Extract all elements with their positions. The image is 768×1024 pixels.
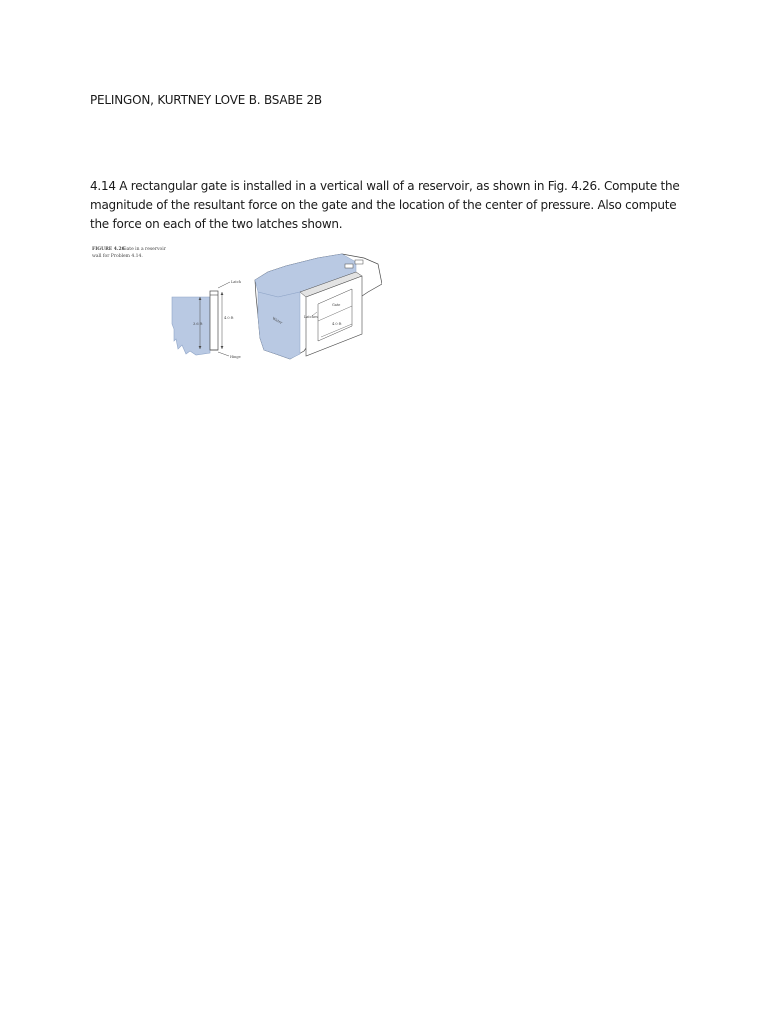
figure-caption-line1: Gate in a reservoir xyxy=(123,247,166,252)
side-view xyxy=(172,280,242,359)
latches-label: Latches xyxy=(304,315,318,319)
isometric-view xyxy=(255,254,382,359)
gate-diagram xyxy=(90,242,382,364)
latch-leader-line xyxy=(218,282,230,288)
gate-height-arrow-bottom xyxy=(221,346,224,349)
water-depth-label: 3.6 ft xyxy=(193,322,203,326)
water-label: Water xyxy=(271,316,283,325)
latch-block-2 xyxy=(355,260,363,264)
author-line: PELINGON, KURTNEY LOVE B. BSABE 2B xyxy=(90,93,322,107)
latch-label: Latch xyxy=(231,280,242,284)
figure-caption-line2: wall for Problem 4.14. xyxy=(92,254,143,259)
gate-height-label: 4.0 ft xyxy=(224,316,234,320)
gate-wall-side xyxy=(210,291,218,350)
gate-label: Gate xyxy=(332,303,341,307)
gate-height-arrow-top xyxy=(221,292,224,295)
problem-text: 4.14 A rectangular gate is installed in a vertical wall of a reservoir, as shown in Fig. 4.26. Compute the magnitude of the resultant force on the gate and the location of the center of pressure. Also compute the force on each of the two latches shown. xyxy=(90,179,680,231)
hinge-leader-line xyxy=(218,352,229,356)
water-front-face xyxy=(258,292,300,359)
hinge-label: Hinge xyxy=(230,355,241,359)
gate-width-label: 4.0 ft xyxy=(332,322,342,326)
latch-block-1 xyxy=(345,264,353,268)
problem-statement xyxy=(90,177,690,234)
water-region-side xyxy=(172,297,210,355)
figure-caption-label: FIGURE 4.26 xyxy=(92,247,125,252)
problem-figure xyxy=(90,242,382,364)
